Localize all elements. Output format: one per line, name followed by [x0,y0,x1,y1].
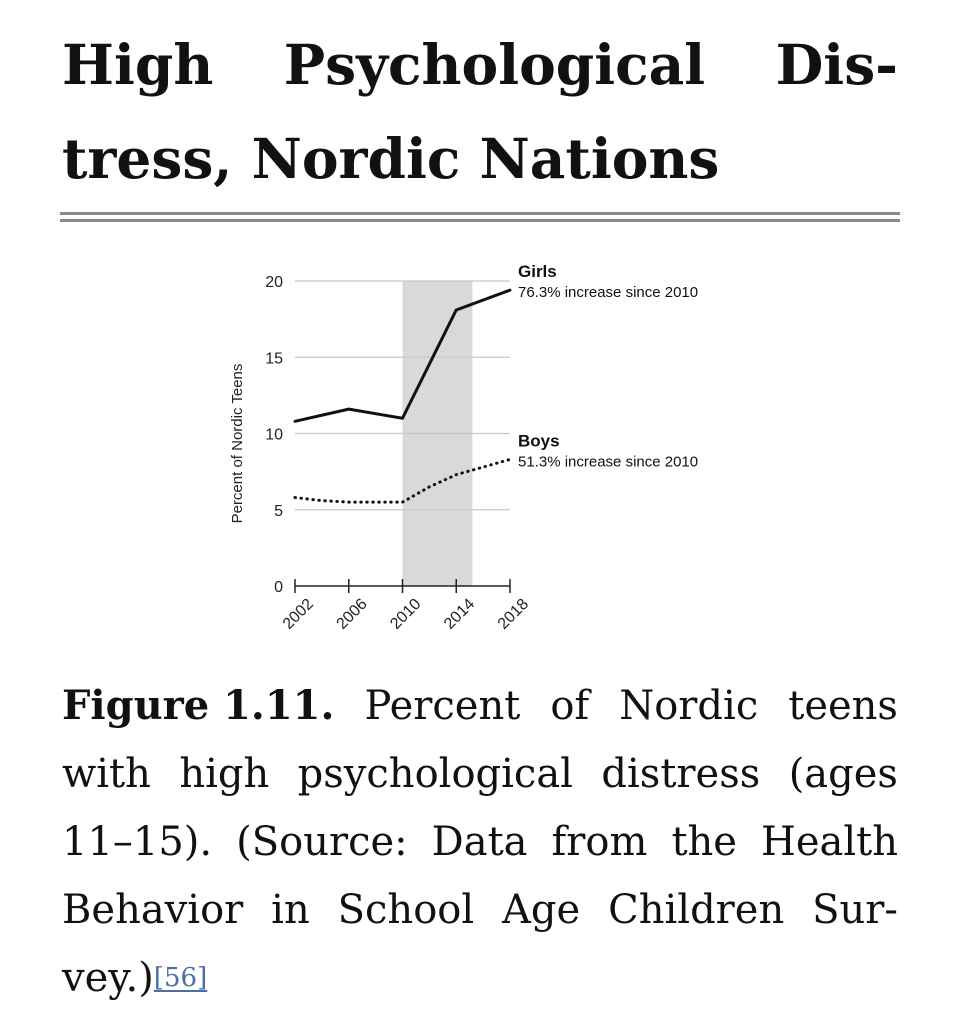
caption-word: in [271,887,310,933]
caption-word: Data [431,819,528,865]
caption-word: Behavior [62,887,244,933]
section-heading [62,18,898,206]
caption-word: from [551,819,648,865]
y-tick-label: 5 [274,502,283,520]
series-labels [518,262,698,470]
caption-word: Percent [364,683,521,729]
caption-line-1 [62,672,898,740]
y-axis-title: Percent of Nordic Teens [229,363,246,524]
caption-word: of [550,683,590,729]
heading-word: Dis- [775,32,898,97]
caption-word: (ages [788,751,898,797]
heading-word: Psychological [283,32,706,97]
x-tick-label: 2014 [441,595,479,633]
heading-line-2 [62,112,898,206]
series-label-girls: Girls [518,262,557,282]
caption-word: teens [788,683,898,729]
caption-word: psychological [297,751,573,797]
caption-word: vey.) [62,955,154,1001]
caption-word: School [337,887,475,933]
caption-line-2 [62,740,898,808]
x-tick-label: 2002 [279,595,317,633]
caption-word: distress [601,751,761,797]
caption-word: Nordic [619,683,759,729]
caption-word: 11–15). [62,819,213,865]
x-ticks [280,579,532,633]
figure-chart [215,255,775,655]
y-tick-label: 10 [265,426,283,444]
series-note-girls: 76.3% increase since 2010 [518,284,699,302]
caption-word: Health [760,819,898,865]
caption-word: Children [608,887,785,933]
series-note-boys: 51.3% increase since 2010 [518,453,699,471]
caption-word: (Source: [236,819,408,865]
y-tick-label: 0 [274,579,283,596]
x-tick-label: 2018 [494,595,532,633]
line-chart [215,255,775,655]
caption-word: high [179,751,270,797]
heading-word: tress, Nordic Nations [62,126,720,191]
caption-line-3 [62,808,898,876]
y-tick-labels [265,274,283,596]
figure-label: Figure 1.11. [62,682,335,729]
x-tick-label: 2006 [333,595,371,633]
heading-rule-bottom [60,219,900,222]
y-tick-label: 15 [265,350,283,368]
caption-line-5 [62,944,898,1012]
series-label-boys: Boys [518,431,560,451]
caption-word: Age [502,887,581,933]
heading-line-1 [62,18,898,112]
y-tick-label: 20 [265,274,283,291]
figure-caption [62,672,898,1012]
caption-word: Sur- [812,887,898,933]
caption-word: with [62,751,151,797]
caption-line-4 [62,876,898,944]
caption-word: the [671,819,737,865]
citation-link[interactable]: [56] [153,963,208,993]
heading-word: High [62,32,214,97]
x-tick-label: 2010 [387,595,425,633]
heading-rule-top [60,212,900,215]
